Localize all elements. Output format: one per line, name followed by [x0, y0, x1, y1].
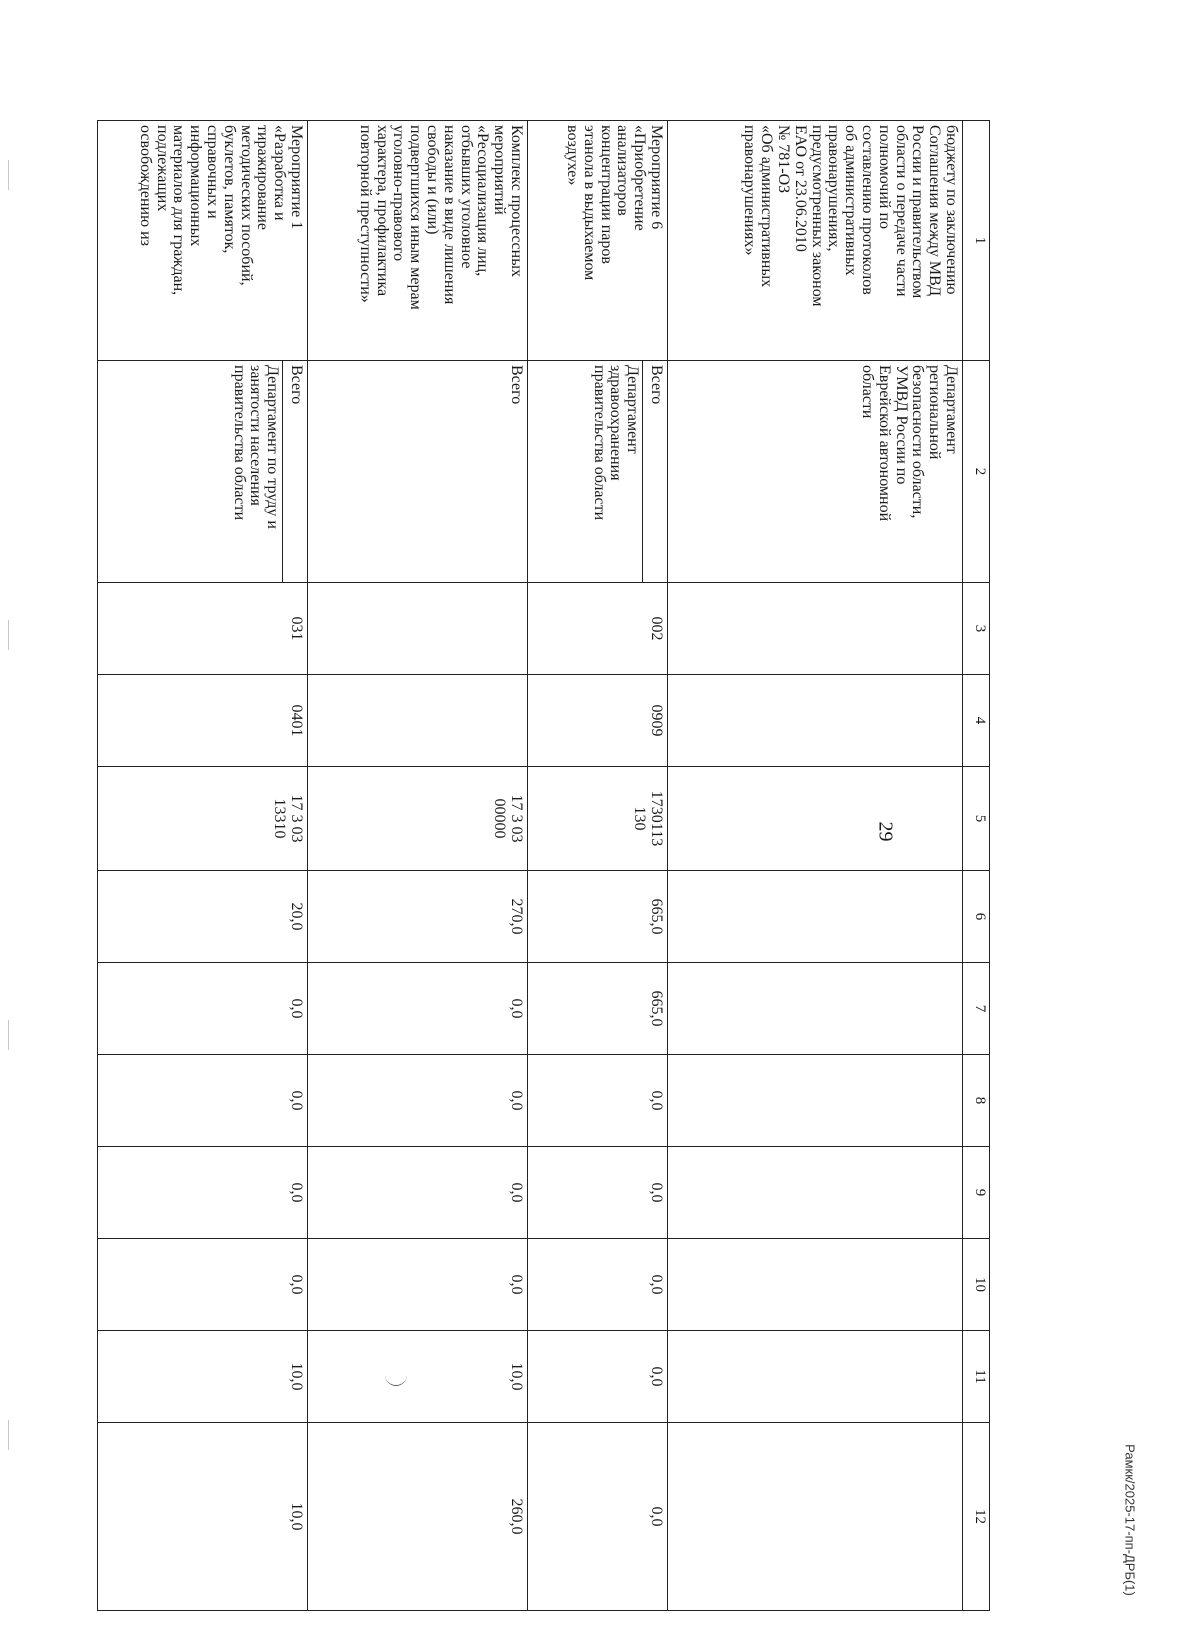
- row-executor-cell: [528, 361, 668, 583]
- amount-cell: 260,0: [308, 1423, 528, 1611]
- code-cell: [308, 583, 528, 675]
- amount-cell: [308, 1331, 528, 1423]
- amount-cell: [668, 1331, 963, 1423]
- header-cell: 10: [963, 1239, 990, 1331]
- executor-total-label: Всего: [648, 365, 665, 405]
- header-cell: 9: [963, 1147, 990, 1239]
- amount-cell: 0,0: [308, 1055, 528, 1147]
- header-cell: 11: [963, 1331, 990, 1423]
- table-row: [98, 121, 308, 1611]
- header-cell: 3: [963, 583, 990, 675]
- header-cell: 12: [963, 1423, 990, 1611]
- table-header-row: [963, 121, 990, 1611]
- header-cell: 2: [963, 361, 990, 583]
- scan-mark: [8, 1420, 9, 1450]
- row-name-cell: Мероприятие 1 «Разработка и тиражирование методических пособий, буклетов, памяток, справочных и информационных материалов для граждан, подлежащих освобождению из: [98, 121, 308, 361]
- row-name-cell: бюджету по заключению Соглашения между МВД России и правительством области о передаче части полномочий по составлению протоколов об административных правонарушениях, предусмотренных законом ЕАО от 23.06.2010 № 781-ОЗ «Об административных правонарушениях»: [668, 121, 963, 361]
- row-executor-cell: Департамент региональной безопасности области, УМВД России по Еврейской автономной области: [668, 361, 963, 583]
- amount-cell: 0,0: [98, 1239, 308, 1331]
- amount-cell: 20,0: [98, 871, 308, 963]
- amount-cell: 0,0: [308, 1147, 528, 1239]
- amount-cell: 10,0: [98, 1331, 308, 1423]
- row-executor-cell: [98, 361, 308, 583]
- table-row: [528, 121, 668, 1611]
- header-cell: 5: [963, 767, 990, 871]
- header-cell: 1: [963, 121, 990, 361]
- header-cell: 8: [963, 1055, 990, 1147]
- amount-cell: 665,0: [528, 871, 668, 963]
- code-cell: 002: [528, 583, 668, 675]
- scan-mark: [8, 160, 9, 190]
- amount-cell: [668, 1055, 963, 1147]
- pencil-mark: [385, 1371, 407, 1386]
- code-cell: [308, 675, 528, 767]
- code-cell: [668, 767, 963, 871]
- amount-cell: 10,0: [98, 1423, 308, 1611]
- rotated-table-container: [98, 120, 990, 1610]
- amount-cell: 0,0: [308, 963, 528, 1055]
- row-executor-cell: Всего: [308, 361, 528, 583]
- code-cell: 17 3 03 13310: [98, 767, 308, 871]
- amount-cell: 270,0: [308, 871, 528, 963]
- budget-table: [97, 120, 990, 1611]
- table-row: [668, 121, 963, 1611]
- amount-cell: 0,0: [98, 963, 308, 1055]
- table-row: [308, 121, 528, 1611]
- header-cell: 6: [963, 871, 990, 963]
- amount-cell: 0,0: [528, 1239, 668, 1331]
- code-cell: [668, 675, 963, 767]
- executor-label: Департамент по труду и занятости населения правительства области: [230, 361, 283, 582]
- amount-value: 10,0: [508, 1362, 525, 1391]
- executor-total-label: Всего: [288, 365, 305, 405]
- page-number: 29: [874, 821, 897, 842]
- code-cell: 17 3 03 00000: [308, 767, 528, 871]
- scan-mark: [8, 620, 9, 650]
- amount-cell: 0,0: [528, 1331, 668, 1423]
- code-cell: 1730113 130: [528, 767, 668, 871]
- amount-cell: [668, 963, 963, 1055]
- amount-cell: [668, 1147, 963, 1239]
- amount-cell: 0,0: [98, 1147, 308, 1239]
- scan-mark: [8, 1020, 9, 1050]
- amount-cell: 0,0: [528, 1423, 668, 1611]
- amount-cell: 0,0: [98, 1055, 308, 1147]
- amount-cell: 0,0: [528, 1055, 668, 1147]
- executor-label: Департамент здравоохранения правительства области: [590, 361, 643, 582]
- document-footer-code: Рамкк/2025-17-пп-ДРБ(1): [1122, 1444, 1138, 1596]
- row-name-cell: Комплекс процессных мероприятий «Ресоциализация лиц, отбывших уголовное наказание в виде лишения свободы и (или) подвергшихся иным мерам уголовно-правового характера, профилактика повторной преступности»: [308, 121, 528, 361]
- code-cell: [668, 583, 963, 675]
- code-cell: 031: [98, 583, 308, 675]
- header-cell: 7: [963, 963, 990, 1055]
- row-name-cell: Мероприятие 6 «Приобретение анализаторов концентрации паров этанола в выдыхаемом воздухе»: [528, 121, 668, 361]
- amount-cell: [668, 871, 963, 963]
- amount-cell: 0,0: [308, 1239, 528, 1331]
- code-cell: 0401: [98, 675, 308, 767]
- amount-cell: [668, 1239, 963, 1331]
- amount-cell: 0,0: [528, 1147, 668, 1239]
- amount-cell: 665,0: [528, 963, 668, 1055]
- header-cell: 4: [963, 675, 990, 767]
- code-cell: 0909: [528, 675, 668, 767]
- amount-cell: [668, 1423, 963, 1611]
